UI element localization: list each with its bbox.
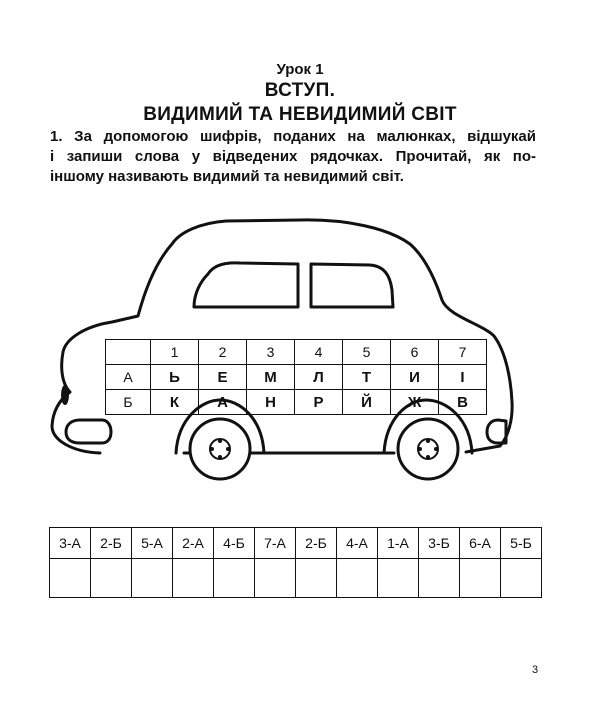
cipher-letter: Е: [199, 365, 247, 390]
answer-blank-cell[interactable]: [173, 559, 214, 598]
cipher-letter: Ж: [391, 390, 439, 415]
cipher-row-b: [106, 390, 487, 415]
answer-code-cell: 7-А: [255, 528, 296, 559]
front-wheel: [190, 419, 250, 479]
answer-code-cell: 2-Б: [91, 528, 132, 559]
answer-code-cell: 5-Б: [501, 528, 542, 559]
cipher-row-a: [106, 365, 487, 390]
task-line: і запиши слова у відведених рядочках. Прочитай, як по-: [50, 148, 536, 165]
page-number: 3: [532, 664, 539, 676]
answer-blank-cell[interactable]: [419, 559, 460, 598]
answer-blank-cell[interactable]: [460, 559, 501, 598]
answer-table: [49, 527, 542, 598]
cipher-column-number: 6: [391, 340, 439, 365]
answer-code-cell: 6-А: [460, 528, 501, 559]
rear-wheel: [398, 419, 458, 479]
cipher-letter: Й: [343, 390, 391, 415]
cipher-column-number: 2: [199, 340, 247, 365]
cipher-column-number: 4: [295, 340, 343, 365]
answer-code-cell: 3-Б: [419, 528, 460, 559]
title-line-2: ВИДИМИЙ ТА НЕВИДИМИЙ СВІТ: [143, 104, 457, 125]
cipher-letter: И: [391, 365, 439, 390]
answer-blank-row: [50, 559, 542, 598]
cipher-letter: Р: [295, 390, 343, 415]
cipher-column-number: 1: [151, 340, 199, 365]
cipher-letter: Л: [295, 365, 343, 390]
answer-blank-cell[interactable]: [296, 559, 337, 598]
task-line: іншому називають видимий та невидимий світ.: [50, 168, 404, 185]
cipher-corner-cell: [106, 340, 151, 365]
answer-blank-cell[interactable]: [50, 559, 91, 598]
answer-code-cell: 5-А: [132, 528, 173, 559]
cipher-row-label: А: [106, 365, 151, 390]
answer-blank-cell[interactable]: [214, 559, 255, 598]
cipher-letter: Ь: [151, 365, 199, 390]
answer-code-cell: 4-А: [337, 528, 378, 559]
answer-blank-cell[interactable]: [132, 559, 173, 598]
lesson-label: Урок 1: [276, 61, 324, 78]
answer-code-cell: 1-А: [378, 528, 419, 559]
answer-code-cell: 4-Б: [214, 528, 255, 559]
cipher-column-number: 7: [439, 340, 487, 365]
answer-blank-cell[interactable]: [255, 559, 296, 598]
car-body-outline: [52, 220, 512, 453]
answer-code-cell: 3-А: [50, 528, 91, 559]
cipher-letter: Н: [247, 390, 295, 415]
cipher-letter: І: [439, 365, 487, 390]
cipher-header-row: [106, 340, 487, 365]
answer-blank-cell[interactable]: [378, 559, 419, 598]
cipher-letter: В: [439, 390, 487, 415]
cipher-letter: А: [199, 390, 247, 415]
task-line: 1. За допомогою шифрів, поданих на малюнках, відшукай: [50, 128, 536, 145]
answer-code-cell: 2-А: [173, 528, 214, 559]
answer-blank-cell[interactable]: [91, 559, 132, 598]
answer-code-cell: 2-Б: [296, 528, 337, 559]
answer-blank-cell[interactable]: [337, 559, 378, 598]
cipher-column-number: 3: [247, 340, 295, 365]
answer-blank-cell[interactable]: [501, 559, 542, 598]
cipher-letter: М: [247, 365, 295, 390]
title-line-1: ВСТУП.: [264, 80, 336, 101]
cipher-letter: Т: [343, 365, 391, 390]
cipher-letter: К: [151, 390, 199, 415]
cipher-table: [105, 339, 487, 415]
cipher-column-number: 5: [343, 340, 391, 365]
cipher-row-label: Б: [106, 390, 151, 415]
answer-codes-row: [50, 528, 542, 559]
